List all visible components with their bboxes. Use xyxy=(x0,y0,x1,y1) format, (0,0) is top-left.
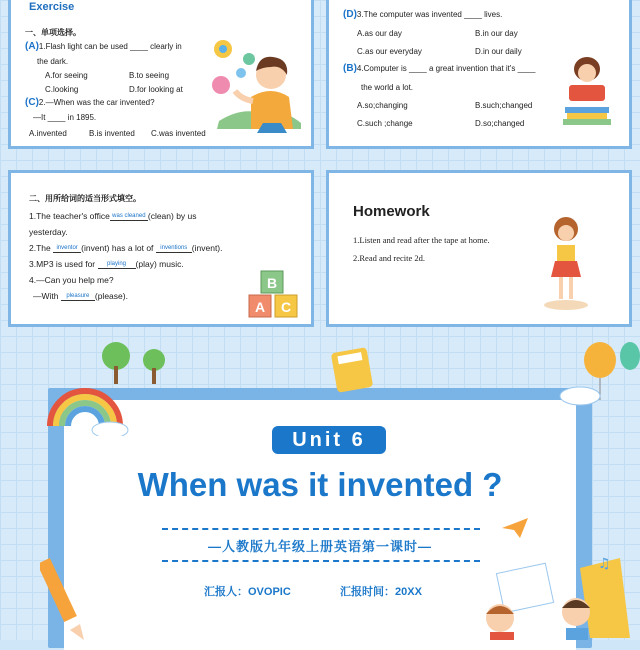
slide-thumbnail-exercise-1[interactable] xyxy=(8,0,314,149)
pencil-icon xyxy=(40,554,90,640)
section-heading: 一、单项选择。 xyxy=(25,28,81,37)
section-heading: 二、用所给词的适当形式填空。 xyxy=(29,194,141,203)
report-time-label: 汇报时间：20XX xyxy=(340,586,422,598)
answer-letter: (B) xyxy=(343,63,357,74)
option: B.in our day xyxy=(475,29,518,38)
slide-cover[interactable] xyxy=(0,340,640,640)
option: A.for seeing xyxy=(45,71,88,80)
answer-letter: (C) xyxy=(25,97,39,108)
text: —With xyxy=(33,291,59,301)
question-3 xyxy=(343,9,502,20)
lesson-subtitle: —人教版九年级上册英语第一课时— xyxy=(207,539,432,554)
text: (invent) has a lot of xyxy=(81,243,154,253)
fill-line-5 xyxy=(33,291,128,301)
fill-line-1-cont: yesterday. xyxy=(29,227,68,237)
balloon-icon xyxy=(556,340,640,410)
option: A.so;changing xyxy=(357,101,408,110)
question-4 xyxy=(343,63,535,74)
girl-reading-illustration xyxy=(557,53,617,133)
text: 2.The xyxy=(29,243,51,253)
slide-thumbnail-exercise-2[interactable] xyxy=(326,0,632,149)
option: D.for looking at xyxy=(129,85,183,94)
fill-line-4: 4.—Can you help me? xyxy=(29,275,114,285)
svg-text:♫: ♫ xyxy=(598,556,611,572)
option: C.such ;change xyxy=(357,119,413,128)
option: C.looking xyxy=(45,85,79,94)
lesson-title: When was it invented ? xyxy=(137,466,503,503)
slide-title: Homework xyxy=(353,203,430,220)
answer-letter: (A) xyxy=(25,41,39,52)
option: B.such;changed xyxy=(475,101,533,110)
slide-thumbnail-homework[interactable] xyxy=(326,170,632,327)
question-text: 3.The computer was invented ____ lives. xyxy=(356,10,503,19)
homework-item: 1.Listen and read after the tape at home. xyxy=(353,235,490,245)
trees-icon xyxy=(96,340,176,386)
abc-blocks-illustration xyxy=(245,269,305,323)
fill-line-3 xyxy=(29,259,184,269)
option: B.is invented xyxy=(89,129,135,138)
option: A.as our day xyxy=(357,29,402,38)
fill-line-1 xyxy=(29,211,197,221)
paper-plane-icon xyxy=(500,516,530,540)
question-text-cont: the world a lot. xyxy=(361,83,414,92)
filled-answer: pleasure xyxy=(61,293,95,301)
question-text: 4.Computer is ____ a great invention that it's ____ xyxy=(356,64,536,73)
text: (invent). xyxy=(191,243,223,253)
question-text: 1.Flash light can be used ____ clearly in xyxy=(38,42,182,51)
option: D.in our daily xyxy=(475,47,522,56)
slide-title: Exercise xyxy=(29,1,75,13)
homework-item: 2.Read and recite 2d. xyxy=(353,253,425,263)
filled-answer: inventions xyxy=(156,245,192,253)
text: (clean) by us xyxy=(147,211,197,221)
text: (play) music. xyxy=(135,259,184,269)
filled-answer: playing xyxy=(98,261,136,269)
reporter-label: 汇报人：OVOPIC xyxy=(204,586,291,598)
question-text-cont: the dark. xyxy=(37,57,69,66)
question-1 xyxy=(25,41,182,52)
filled-answer: inventor xyxy=(53,245,81,253)
slide-thumbnail-fill-blanks[interactable] xyxy=(8,170,314,327)
option: B.to seeing xyxy=(129,71,170,80)
block-letter: B xyxy=(267,275,278,291)
question-2 xyxy=(25,97,155,108)
question-text: 2.—When was the car invented? xyxy=(38,98,155,107)
option: C.as our everyday xyxy=(357,47,422,56)
question-text-cont: —It ____ in 1895. xyxy=(33,113,97,122)
text: 1.The teacher's office xyxy=(29,211,110,221)
divider xyxy=(162,560,480,562)
divider xyxy=(162,528,480,530)
calculator-icon xyxy=(330,346,376,394)
option: C.was invented xyxy=(151,129,206,138)
option: D.so;changed xyxy=(475,119,525,128)
unit-badge: Unit 6 xyxy=(272,426,386,454)
answer-letter: (D) xyxy=(343,9,357,20)
girl-illustration xyxy=(541,213,591,313)
block-letter: C xyxy=(281,299,292,315)
boy-illustration xyxy=(201,37,311,147)
text: (please). xyxy=(94,291,128,301)
text: 3.MP3 is used for xyxy=(29,259,96,269)
option: A.invented xyxy=(29,129,67,138)
kids-reading-illustration xyxy=(470,548,640,640)
filled-answer: was cleaned xyxy=(110,213,148,221)
block-letter: A xyxy=(255,299,266,315)
fill-line-2 xyxy=(29,243,223,253)
